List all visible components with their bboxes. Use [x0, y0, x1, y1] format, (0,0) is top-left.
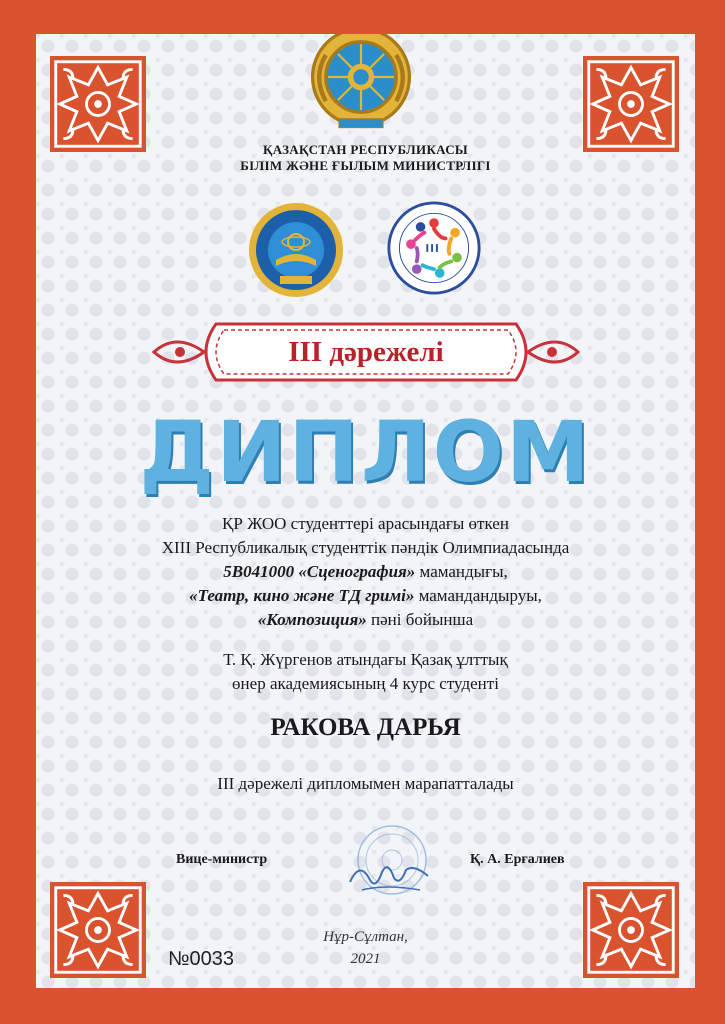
specialty-name: 5В041000 «Сценография» — [223, 562, 416, 581]
kazakh-ornament-icon — [50, 56, 146, 152]
signatory-name: Қ. А. Ерғалиев — [470, 852, 565, 867]
ministry-logo-icon — [246, 200, 346, 300]
body-line-3 — [36, 560, 695, 584]
specialization-name: «Театр, кино және ТД гримі» — [189, 586, 415, 605]
award-line: III дәрежелі дипломымен марапатталады — [217, 774, 514, 793]
kazakhstan-emblem-icon — [306, 34, 416, 132]
seal-signature-icon — [336, 820, 436, 910]
body-line-4 — [36, 584, 695, 608]
degree-banner — [146, 316, 586, 388]
body-line-1: ҚР ЖОО студенттері арасындағы өткен — [222, 514, 509, 533]
specialty-suffix: мамандығы, — [415, 562, 508, 581]
degree-label: III дәрежелі — [288, 335, 444, 368]
diploma-inner — [36, 34, 695, 988]
subject-suffix: пәні бойынша — [366, 610, 474, 629]
diploma-number: №0033 — [168, 948, 234, 970]
place: Нұр-Сұлтан, — [323, 929, 408, 945]
specialization-suffix: мамандандыруы, — [414, 586, 542, 605]
body-line-2: XIII Республикалық студенттік пәндік Олимпиадасында — [161, 538, 570, 557]
body-line-7: өнер академиясының 4 курс студенті — [232, 674, 499, 693]
kazakh-ornament-icon — [583, 56, 679, 152]
ministry-line-1: ҚАЗАҚСТАН РЕСПУБЛИКАСЫ — [263, 142, 468, 157]
ministry-line-2: БІЛІМ ЖӘНЕ ҒЫЛЫМ МИНИСТРЛІГІ — [240, 158, 491, 173]
year: 2021 — [350, 951, 381, 967]
body-line-6: Т. Қ. Жүргенов атындағы Қазақ ұлттық — [223, 650, 508, 669]
recipient-name: РАКОВА ДАРЬЯ — [270, 714, 461, 741]
signatory-title: Вице-министр — [176, 852, 268, 867]
subject-name: «Композиция» — [257, 610, 367, 629]
olympiad-logo-icon — [386, 200, 482, 296]
diploma-title: ДИПЛОМ — [139, 403, 592, 501]
body-line-5 — [36, 608, 695, 632]
place-and-year — [36, 926, 695, 970]
